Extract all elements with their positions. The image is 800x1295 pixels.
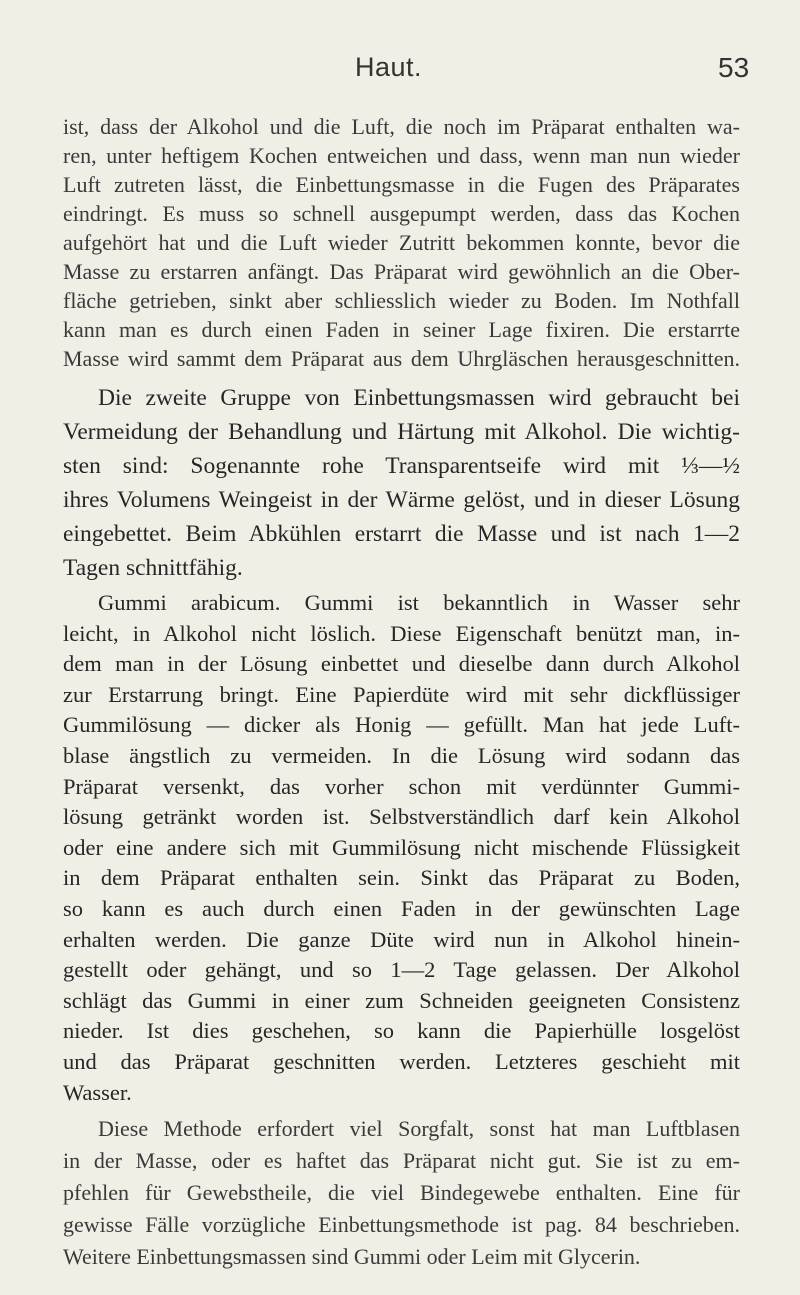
text-line: in der Masse, oder es haftet das Präparat nicht gut. Sie ist zu em- (63, 1148, 740, 1173)
text-line: nieder. Ist dies geschehen, so kann die Papierhülle losgelöst (63, 1018, 740, 1044)
text-line: Diese Methode erfordert viel Sorgfalt, sonst hat man Luftblasen (98, 1116, 740, 1141)
running-head (0, 52, 800, 92)
text-line: Vermeidung der Behandlung und Härtung mit Alkohol. Die wichtig- (63, 419, 740, 445)
text-line: Gummi arabicum. Gummi ist bekanntlich in Wasser sehr (98, 590, 740, 615)
text-line: gestellt oder gehängt, und so 1—2 Tage gelassen. Der Alkohol (63, 957, 740, 983)
text-line: eingebettet. Beim Abkühlen erstarrt die Masse und ist nach 1—2 (63, 521, 740, 547)
text-line: gewisse Fälle vorzügliche Einbettungsmethode ist pag. 84 beschrieben. (63, 1212, 740, 1237)
text-line: fläche getrieben, sinkt aber schliesslich wieder zu Boden. Im Nothfall (63, 288, 740, 313)
text-line: schlägt das Gummi in einer zum Schneiden geeigneten Consistenz (63, 987, 740, 1013)
text-line: ren, unter heftigem Kochen entweichen und dass, wenn man nun wieder (63, 143, 740, 168)
text-line: Masse zu erstarren anfängt. Das Präparat wird gewöhnlich an die Ober- (63, 259, 740, 284)
text-line: blase ängstlich zu vermeiden. In die Lösung wird sodann das (63, 743, 740, 768)
text-line: dem man in der Lösung einbettet und dieselbe dann durch Alkohol (63, 651, 740, 677)
text-line: lösung getränkt worden ist. Selbstverständlich darf kein Alkohol (63, 804, 740, 830)
text-line: und das Präparat geschnitten werden. Letzteres geschieht mit (63, 1049, 740, 1074)
text-line: Weitere Einbettungsmassen sind Gummi oder Leim mit Glycerin. (63, 1244, 641, 1269)
text-line: Präparat versenkt, das vorher schon mit verdünnter Gummi- (63, 773, 740, 799)
text-line: kann man es durch einen Faden in seiner Lage fixiren. Die erstarrte (63, 317, 740, 342)
text-line: leicht, in Alkohol nicht löslich. Diese Eigenschaft benützt man, in- (63, 620, 740, 646)
text-line: Gummilösung — dicker als Honig — gefüllt. Man hat jede Luft- (63, 712, 740, 738)
text-line: eindringt. Es muss so schnell ausgepumpt werden, dass das Kochen (63, 201, 740, 226)
text-line: ist, dass der Alkohol und die Luft, die noch im Präparat enthalten wa- (63, 114, 740, 139)
text-line: erhalten werden. Die ganze Düte wird nun in Alkohol hinein- (63, 926, 740, 952)
text-line: Tagen schnittfähig. (63, 555, 243, 581)
page-number: 53 (718, 52, 750, 83)
text-line: Masse wird sammt dem Präparat aus dem Uhrgläschen herausgeschnitten. (63, 346, 740, 371)
text-line: in dem Präparat enthalten sein. Sinkt das Präparat zu Boden, (63, 865, 740, 891)
text-line: ihres Volumens Weingeist in der Wärme gelöst, und in dieser Lösung (63, 487, 740, 513)
text-line: so kann es auch durch einen Faden in der gewünschten Lage (63, 896, 740, 921)
text-line: aufgehört hat und die Luft wieder Zutritt bekommen konnte, bevor die (63, 230, 740, 255)
text-line: Wasser. (63, 1079, 132, 1105)
text-line: zur Erstarrung bringt. Eine Papierdüte wird mit sehr dickflüssiger (63, 681, 740, 707)
text-line: oder eine andere sich mit Gummilösung nicht mischende Flüssigkeit (63, 834, 740, 860)
text-line: pfehlen für Gewebstheile, die viel Bindegewebe enthalten. Eine für (63, 1180, 740, 1205)
text-line: sten sind: Sogenannte rohe Transparentseife wird mit ⅓—½ (63, 453, 740, 479)
text-line: Luft zutreten lässt, die Einbettungsmasse in die Fugen des Präparates (63, 172, 740, 197)
text-line: Die zweite Gruppe von Einbettungsmassen wird gebraucht bei (98, 385, 740, 411)
running-head-title: Haut. (355, 52, 423, 82)
